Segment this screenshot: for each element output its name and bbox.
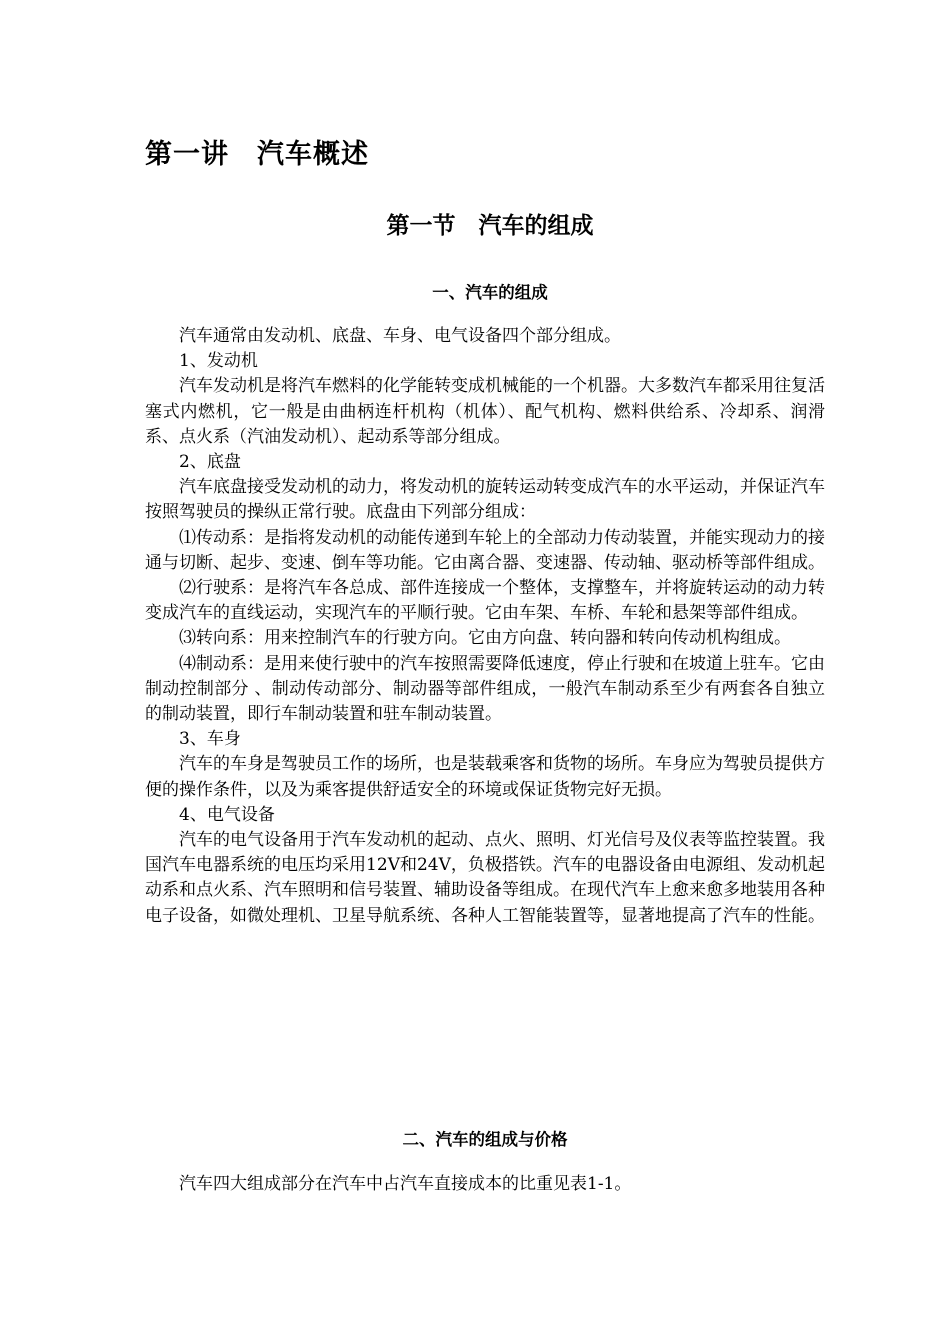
- paragraph-cost-share: 汽车四大组成部分在汽车中占汽车直接成本的比重见表1-1。: [179, 1174, 632, 1194]
- section-title: 第一节 汽车的组成: [386, 212, 594, 239]
- paragraph-braking: ⑷制动系：是用来使行驶中的汽车按照需要降低速度，停止行驶和在坡道上驻车。它由制动控制部分 、制动传动部分、制动器等部件组成，一般汽车制动系至少有两套各自独立的制动装置，即行车制动装置和驻车制动装置。: [145, 653, 825, 725]
- heading-engine: 1、发动机: [179, 351, 258, 372]
- paragraph-chassis: 汽车底盘接受发动机的动力，将发动机的旋转运动转变成汽车的水平运动，并保证汽车按照驾驶员的操纵正常行驶。底盘由下列部分组成：: [145, 477, 825, 523]
- heading-body: 3、车身: [179, 729, 241, 750]
- closing-text: [145, 1172, 825, 1197]
- subsection-title-price: 二、汽车的组成与价格: [402, 1130, 568, 1149]
- paragraph-body: 汽车的车身是驾驶员工作的场所，也是装载乘客和货物的场所。车身应为驾驶员提供方便的操作条件，以及为乘客提供舒适安全的环境或保证货物完好无损。: [145, 754, 825, 800]
- heading-chassis: 2、底盘: [179, 452, 241, 473]
- paragraph-transmission: ⑴传动系：是指将发动机的动能传递到车轮上的全部动力传动装置，并能实现动力的接通与切断、起步、变速、倒车等功能。它由离合器、变速器、传动轴、驱动桥等部件组成。: [145, 527, 825, 573]
- body-text: [145, 324, 825, 929]
- paragraph-electrical: 汽车的电气设备用于汽车发动机的起动、点火、照明、灯光信号及仪表等监控装置。我国汽车电器系统的电压均采用12V和24V，负极搭铁。汽车的电器设备由电源组、发动机起动系和点火系、汽车照明和信号装置、辅助设备等组成。在现代汽车上愈来愈多地装用各种电子设备，如微处理机、卫星导航系统、各种人工智能装置等，显著地提高了汽车的性能。: [145, 830, 825, 926]
- paragraph-running-gear: ⑵行驶系：是将汽车各总成、部件连接成一个整体，支撑整车，并将旋转运动的动力转变成汽车的直线运动，实现汽车的平顺行驶。它由车架、车桥、车轮和悬架等部件组成。: [145, 578, 825, 624]
- subsection-title-composition: 一、汽车的组成: [432, 283, 548, 302]
- heading-electrical: 4、电气设备: [179, 804, 275, 825]
- paragraph-intro: 汽车通常由发动机、底盘、车身、电气设备四个部分组成。: [179, 326, 621, 346]
- paragraph-steering: ⑶转向系：用来控制汽车的行驶方向。它由方向盘、转向器和转向传动机构组成。: [179, 628, 791, 649]
- paragraph-engine: 汽车发动机是将汽车燃料的化学能转变成机械能的一个机器。大多数汽车都采用往复活塞式内燃机，它一般是由曲柄连杆机构（机体）、配气机构、燃料供给系、冷却系、润滑系、点火系（汽油发动机）、起动系等部分组成。: [145, 376, 825, 447]
- chapter-title: 第一讲 汽车概述: [145, 139, 369, 170]
